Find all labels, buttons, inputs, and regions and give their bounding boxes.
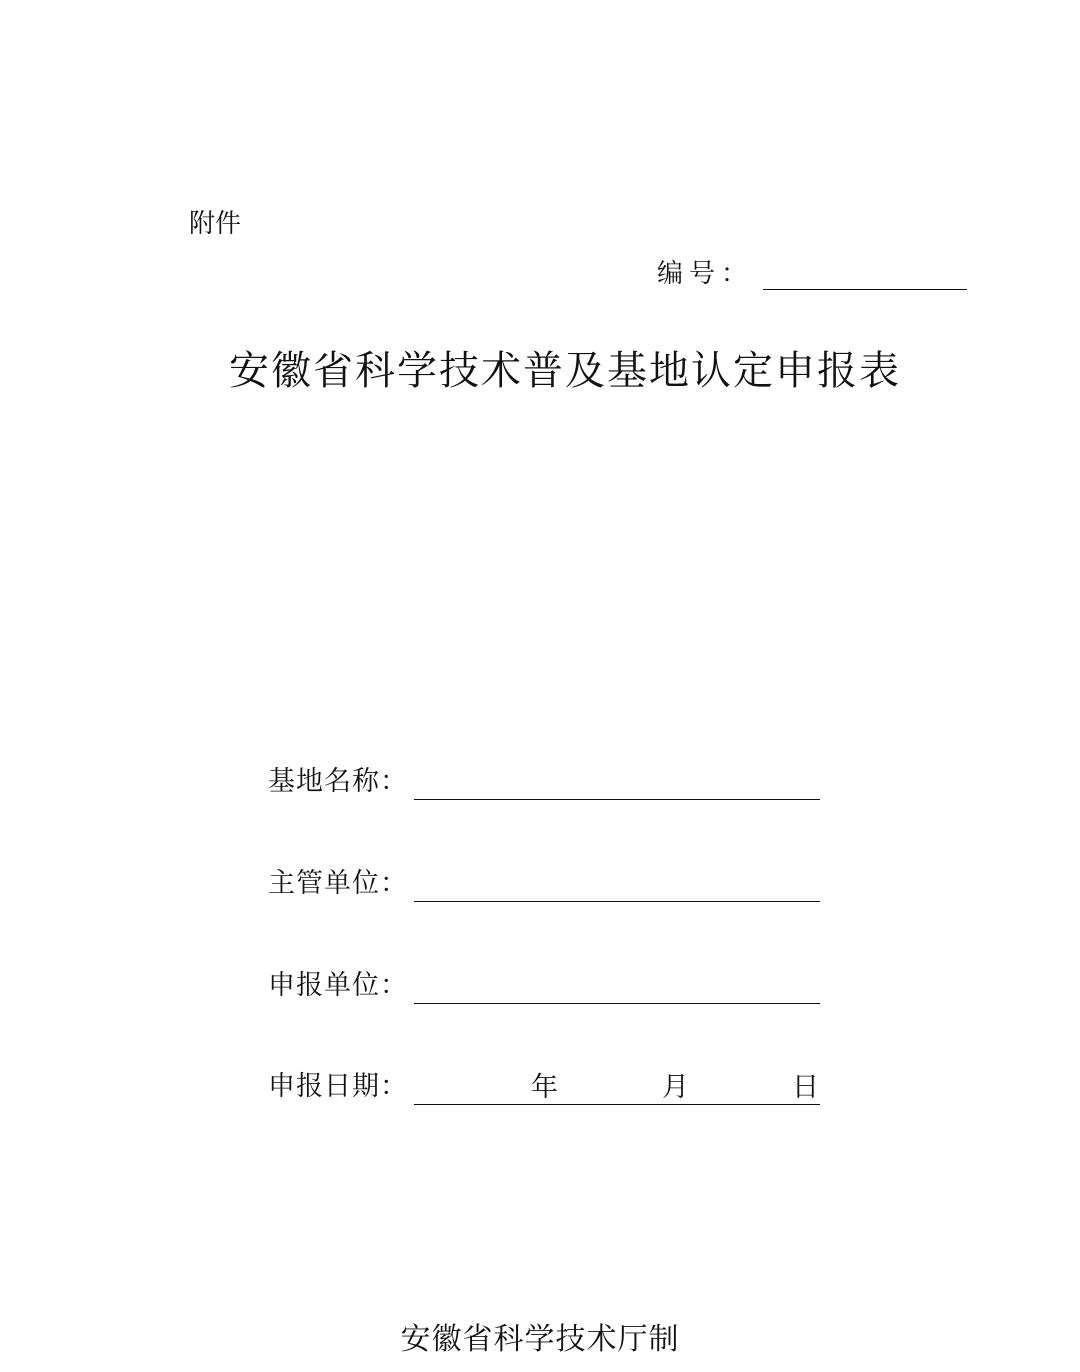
field-applicant-unit [268, 966, 820, 1006]
field-label: 申报日期： [268, 1071, 408, 1102]
date-year-label: 年 [531, 1072, 558, 1103]
date-day-label: 日 [792, 1072, 819, 1103]
field-supervising-unit [268, 864, 820, 904]
serial-number-field[interactable] [763, 289, 967, 290]
serial-number-label: 编号： [657, 259, 754, 289]
field-application-date [268, 1067, 820, 1107]
field-base-name [268, 762, 820, 802]
supervising-unit-input[interactable] [414, 869, 820, 902]
date-month-label: 月 [662, 1072, 689, 1103]
field-label: 主管单位： [268, 868, 408, 899]
application-date-input[interactable] [414, 1072, 820, 1105]
issuer-footer: 安徽省科学技术厅制 [400, 1322, 680, 1357]
base-name-input[interactable] [414, 767, 820, 800]
applicant-unit-input[interactable] [414, 971, 820, 1004]
attachment-label: 附件 [189, 209, 242, 239]
field-label: 申报单位： [268, 970, 408, 1001]
field-label: 基地名称： [268, 766, 408, 797]
document-title: 安徽省科学技术普及基地认定申报表 [229, 348, 901, 394]
serial-number-row [657, 256, 967, 292]
